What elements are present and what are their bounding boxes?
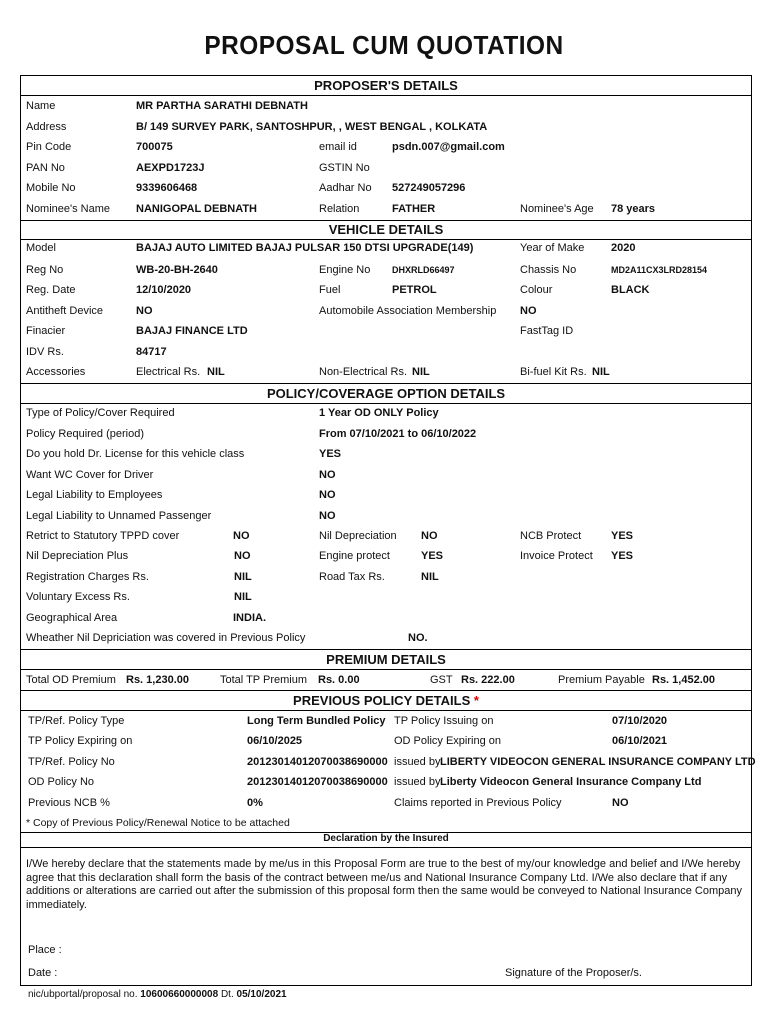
relation-label: Relation xyxy=(319,203,360,215)
financier-label: Finacier xyxy=(26,325,66,337)
policy-period-value: From 07/10/2021 to 06/10/2022 xyxy=(319,428,477,440)
proposal-form xyxy=(20,75,756,986)
ncb-protect-value: YES xyxy=(611,530,634,542)
aam-label: Automobile Association Membership xyxy=(319,305,497,317)
antitheft-value: NO xyxy=(136,305,153,317)
nil-dep-plus-label: Nil Depreciation Plus xyxy=(26,550,129,562)
tppd-value: NO xyxy=(233,530,250,542)
electrical-value: NIL xyxy=(207,366,225,378)
tp-issue-label: TP Policy Issuing on xyxy=(394,715,494,727)
name-value: MR PARTHA SARATHI DEBNATH xyxy=(136,100,308,112)
wc-cover-label: Want WC Cover for Driver xyxy=(26,469,154,481)
signature-label: Signature of the Proposer/s. xyxy=(505,967,642,979)
model-value: BAJAJ AUTO LIMITED BAJAJ PULSAR 150 DTSI UPGRADE(149) xyxy=(136,242,474,254)
name-label: Name xyxy=(26,100,56,112)
tp-policy-no-value: 20123014012070038690000 xyxy=(247,756,388,768)
od-premium-label: Total OD Premium xyxy=(26,674,116,686)
ll-employees-value: NO xyxy=(319,489,336,501)
vol-excess-value: NIL xyxy=(234,591,252,603)
nonelectrical-value: NIL xyxy=(412,366,430,378)
ll-employees-label: Legal Liability to Employees xyxy=(26,489,163,501)
aadhar-value: 527249057296 xyxy=(392,182,466,194)
ll-passenger-label: Legal Liability to Unnamed Passenger xyxy=(26,510,212,522)
reg-label: Reg No xyxy=(26,264,64,276)
tp-issued-by-value: LIBERTY VIDEOCON GENERAL INSURANCE COMPANY LTD xyxy=(440,756,756,768)
od-premium-value: Rs. 1,230.00 xyxy=(126,674,189,686)
tp-policy-no-label: TP/Ref. Policy No xyxy=(28,756,115,768)
model-label: Model xyxy=(26,242,56,254)
place-label: Place : xyxy=(28,944,62,956)
invoice-protect-value: YES xyxy=(611,550,634,562)
proposal-number: 10600660000008 xyxy=(140,989,219,1000)
previous-heading-text: PREVIOUS POLICY DETAILS xyxy=(293,693,471,708)
address-value: B/ 149 SURVEY PARK, SANTOSHPUR, , WEST BENGAL , KOLKATA xyxy=(136,121,488,133)
od-issued-by-label: issued by xyxy=(394,776,441,788)
road-tax-label: Road Tax Rs. xyxy=(319,571,385,583)
engine-protect-value: YES xyxy=(421,550,444,562)
nil-dep-label: Nil Depreciation xyxy=(319,530,397,542)
relation-value: FATHER xyxy=(392,203,436,215)
prev-nil-dep-label: Wheather Nil Depriciation was covered in Previous Policy xyxy=(26,632,306,644)
pan-label: PAN No xyxy=(26,162,65,174)
date-label: Date : xyxy=(28,967,58,979)
tp-type-label: TP/Ref. Policy Type xyxy=(28,715,125,727)
chassis-value: MD2A11CX3LRD28154 xyxy=(611,265,708,275)
gstin-label: GSTIN No xyxy=(319,162,370,174)
aam-value: NO xyxy=(520,305,537,317)
engine-protect-label: Engine protect xyxy=(319,550,390,562)
required-mark: * xyxy=(473,693,479,708)
declaration-text: I/We hereby declare that the statements made by me/us in this Proposal Form are true to the best of my/our knowledge and belief and I/We hereby agree that this declaration shall form the basis of the contract between me/us and National Insurance Company Ltd. I/We also declare that if any additions or alterations are carried out after the submission of this proposal form then the same would be conveyed to National Insurance Company immediately. xyxy=(26,858,743,911)
antitheft-label: Antitheft Device xyxy=(26,305,104,317)
nominee-label: Nominee's Name xyxy=(26,203,111,215)
accessories-label: Accessories xyxy=(26,366,86,378)
road-tax-value: NIL xyxy=(421,571,439,583)
fuel-label: Fuel xyxy=(319,284,341,296)
fuel-value: PETROL xyxy=(392,284,437,296)
email-value: psdn.007@gmail.com xyxy=(392,141,505,153)
year-value: 2020 xyxy=(611,242,636,254)
vol-excess-label: Voluntary Excess Rs. xyxy=(26,591,130,603)
nil-dep-value: NO xyxy=(421,530,438,542)
reg-value: WB-20-BH-2640 xyxy=(136,264,218,276)
tp-issued-by-label: issued by xyxy=(394,756,441,768)
premium-payable-label: Premium Payable xyxy=(558,674,645,686)
electrical-label: Electrical Rs. xyxy=(136,366,201,378)
prev-nil-dep-value: NO. xyxy=(408,632,428,644)
colour-value: BLACK xyxy=(611,284,650,296)
tp-expiry-value: 06/10/2025 xyxy=(247,735,303,747)
geo-area-value: INDIA. xyxy=(233,612,266,624)
ncb-protect-label: NCB Protect xyxy=(520,530,582,542)
section-premium-heading: PREMIUM DETAILS xyxy=(21,649,751,670)
proposal-footer xyxy=(28,989,287,1000)
premium-payable-value: Rs. 1,452.00 xyxy=(652,674,715,686)
policy-type-value: 1 Year OD ONLY Policy xyxy=(319,407,439,419)
tp-issue-value: 07/10/2020 xyxy=(612,715,668,727)
claims-value: NO xyxy=(612,797,629,809)
nil-dep-plus-value: NO xyxy=(234,550,251,562)
pin-label: Pin Code xyxy=(26,141,72,153)
address-label: Address xyxy=(26,121,67,133)
pan-value: AEXPD1723J xyxy=(136,162,205,174)
pin-value: 700075 xyxy=(136,141,173,153)
nominee-age-value: 78 years xyxy=(611,203,656,215)
section-previous-heading xyxy=(21,690,751,711)
email-label: email id xyxy=(319,141,357,153)
wc-cover-value: NO xyxy=(319,469,336,481)
fastag-label: FastTag ID xyxy=(520,325,574,337)
copy-note: * Copy of Previous Policy/Renewal Notice to be attached xyxy=(26,817,290,829)
ll-passenger-value: NO xyxy=(319,510,336,522)
od-issued-by-value: Liberty Videocon General Insurance Company Ltd xyxy=(440,776,702,788)
license-value: YES xyxy=(319,448,342,460)
section-proposer-heading: PROPOSER'S DETAILS xyxy=(21,76,751,96)
proposal-date: 05/10/2021 xyxy=(236,989,287,1000)
footer-prefix: nic/ubportal/proposal no. xyxy=(28,989,141,1000)
policy-type-label: Type of Policy/Cover Required xyxy=(26,407,175,419)
engine-label: Engine No xyxy=(319,264,371,276)
aadhar-label: Aadhar No xyxy=(319,182,372,194)
regdate-label: Reg. Date xyxy=(26,284,76,296)
nonelectrical-label: Non-Electrical Rs. xyxy=(319,366,408,378)
section-vehicle-heading: VEHICLE DETAILS xyxy=(21,220,751,240)
od-policy-no-label: OD Policy No xyxy=(28,776,95,788)
tp-expiry-label: TP Policy Expiring on xyxy=(28,735,133,747)
nominee-age-label: Nominee's Age xyxy=(520,203,594,215)
reg-charges-label: Registration Charges Rs. xyxy=(26,571,149,583)
tp-premium-value: Rs. 0.00 xyxy=(318,674,360,686)
invoice-protect-label: Invoice Protect xyxy=(520,550,593,562)
od-expiry-value: 06/10/2021 xyxy=(612,735,668,747)
mobile-value: 9339606468 xyxy=(136,182,198,194)
declaration-heading-divider xyxy=(21,847,751,848)
section-policy-heading: POLICY/COVERAGE OPTION DETAILS xyxy=(21,383,751,404)
tppd-label: Retrict to Statutory TPPD cover xyxy=(26,530,180,542)
reg-charges-value: NIL xyxy=(234,571,252,583)
gst-label: GST xyxy=(430,674,453,686)
nominee-value: NANIGOPAL DEBNATH xyxy=(136,203,257,215)
policy-period-label: Policy Required (period) xyxy=(26,428,144,440)
footer-dt-label: Dt. xyxy=(218,989,237,1000)
regdate-value: 12/10/2020 xyxy=(136,284,192,296)
chassis-label: Chassis No xyxy=(520,264,577,276)
prev-ncb-value: 0% xyxy=(247,797,263,809)
bifuel-label: Bi-fuel Kit Rs. xyxy=(520,366,587,378)
geo-area-label: Geographical Area xyxy=(26,612,118,624)
idv-label: IDV Rs. xyxy=(26,346,64,358)
declaration-heading: Declaration by the Insured xyxy=(323,833,449,844)
bifuel-value: NIL xyxy=(592,366,610,378)
license-label: Do you hold Dr. License for this vehicle class xyxy=(26,448,245,460)
year-label: Year of Make xyxy=(520,242,585,254)
gst-value: Rs. 222.00 xyxy=(461,674,515,686)
tp-premium-label: Total TP Premium xyxy=(220,674,308,686)
mobile-label: Mobile No xyxy=(26,182,76,194)
prev-ncb-label: Previous NCB % xyxy=(28,797,110,809)
od-policy-no-value: 20123014012070038690000 xyxy=(247,776,388,788)
engine-value: DHXRLD66497 xyxy=(392,265,455,275)
claims-label: Claims reported in Previous Policy xyxy=(394,797,562,809)
financier-value: BAJAJ FINANCE LTD xyxy=(136,325,248,337)
colour-label: Colour xyxy=(520,284,553,296)
od-expiry-label: OD Policy Expiring on xyxy=(394,735,501,747)
page-title: PROPOSAL CUM QUOTATION xyxy=(204,30,564,60)
tp-type-value: Long Term Bundled Policy xyxy=(247,715,386,727)
idv-value: 84717 xyxy=(136,346,167,358)
